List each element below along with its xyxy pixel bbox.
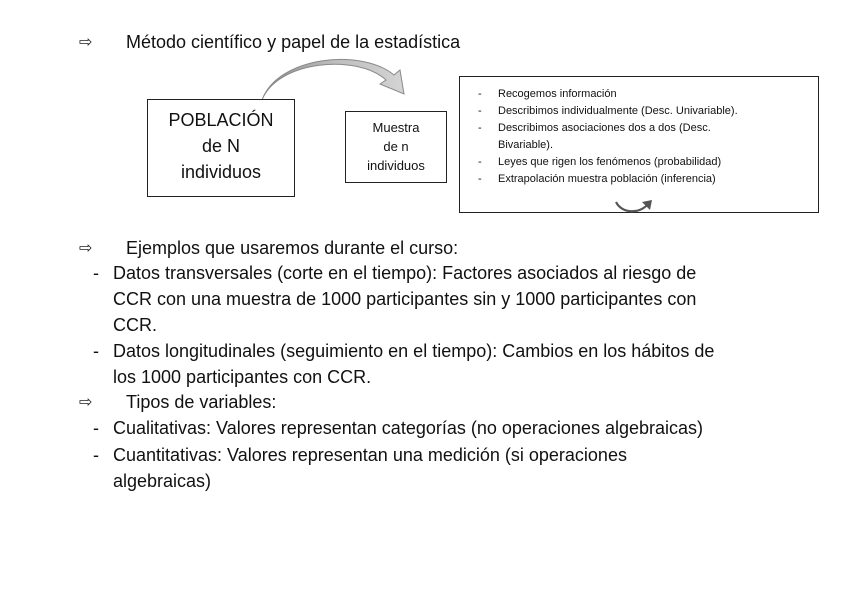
ejemplo-1-line-2: CCR con una muestra de 1000 participantes sin y 1000 participantes con (113, 289, 697, 309)
right-arrow-bullet-icon: ⇨ (79, 32, 93, 51)
list-dash: - (93, 445, 99, 465)
muestra-line-3: individuos (367, 158, 425, 173)
step-item: - Leyes que rigen los fenómenos (probabilidad) (478, 156, 722, 168)
right-arrow-bullet-icon: ⇨ (79, 238, 93, 257)
section-heading-ejemplos: Ejemplos que usaremos durante el curso: (126, 238, 459, 258)
step-text: Describimos individualmente (Desc. Univariable). (498, 105, 738, 117)
tipo-1-line-1: Cualitativas: Valores representan categorías (no operaciones algebraicas) (113, 418, 703, 438)
step-text: Extrapolación muestra población (inferencia) (498, 173, 716, 185)
tipo-2-line-2: algebraicas) (113, 471, 212, 491)
step-text: Leyes que rigen los fenómenos (probabilidad) (498, 156, 722, 168)
tipo-2-line-1: Cuantitativas: Valores representan una medición (si operaciones (113, 445, 627, 465)
step-item: - Extrapolación muestra población (inferencia) (478, 173, 716, 185)
section-heading-tipos: Tipos de variables: (126, 392, 277, 412)
step-item: - Recogemos información (478, 88, 617, 100)
poblacion-box (147, 99, 295, 197)
muestra-line-1: Muestra (372, 120, 420, 135)
ejemplo-1-line-3: CCR. (113, 315, 157, 335)
loop-arrow-icon (612, 196, 662, 218)
step-item-continuation (478, 137, 814, 154)
steps-box (459, 76, 819, 213)
list-dash: - (93, 341, 99, 361)
poblacion-line-2: de N (201, 136, 241, 156)
step-text: Recogemos información (498, 88, 617, 100)
step-item: - Describimos individualmente (Desc. Univariable). (478, 105, 738, 117)
right-arrow-bullet-icon: ⇨ (79, 392, 93, 411)
ejemplo-1-line-1: Datos transversales (corte en el tiempo): Factores asociados al riesgo de (113, 263, 697, 283)
section-heading-metodo: Método científico y papel de la estadística (126, 32, 461, 52)
list-dash: - (93, 418, 99, 438)
list-dash: - (93, 263, 99, 283)
poblacion-line-1: POBLACIÓN (168, 110, 274, 130)
step-text: Bivariable). (498, 139, 554, 151)
ejemplo-2-line-1: Datos longitudinales (seguimiento en el tiempo): Cambios en los hábitos de (113, 341, 715, 361)
step-text: Describimos asociaciones dos a dos (Desc. (498, 122, 711, 134)
muestra-box (345, 111, 447, 183)
poblacion-line-3: individuos (180, 162, 262, 182)
muestra-line-2: de n (383, 139, 409, 154)
ejemplo-2-line-2: los 1000 participantes con CCR. (113, 367, 372, 387)
step-item: - Describimos asociaciones dos a dos (Desc. (478, 122, 711, 134)
